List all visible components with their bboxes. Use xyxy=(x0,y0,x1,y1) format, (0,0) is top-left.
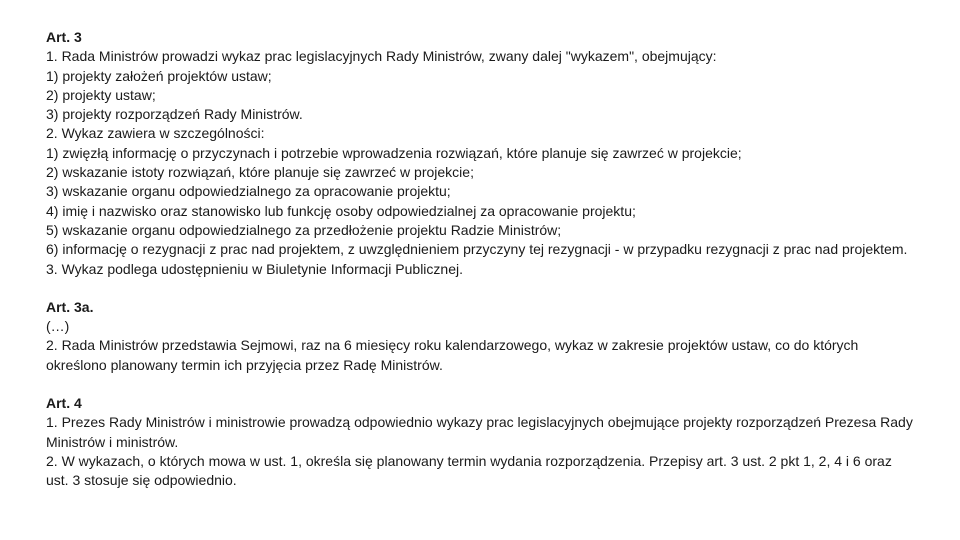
paragraph-line: 1. Rada Ministrów prowadzi wykaz prac legislacyjnych Rady Ministrów, zwany dalej "wykazem", obejmujący: xyxy=(46,48,717,65)
paragraph-line: 2. Rada Ministrów przedstawia Sejmowi, raz na 6 miesięcy roku kalendarzowego, wykaz w zakresie projektów ustaw, co do których określono planowany termin ich przyjęcia przez Radę Ministrów. xyxy=(46,337,859,373)
article-title: Art. 3 xyxy=(46,29,82,45)
paragraph-line: 2. Wykaz zawiera w szczególności: xyxy=(46,125,265,142)
paragraph-line: 2. W wykazach, o których mowa w ust. 1, określa się planowany termin wydania rozporządzenia. Przepisy art. 3 ust. 2 pkt 1, 2, 4 i 6 oraz ust. 3 stosuje się odpowiednio. xyxy=(46,452,892,489)
article-4 xyxy=(46,394,916,490)
list-item: 2) wskazanie istoty rozwiązań, które planuje się zawrzeć w projekcie; xyxy=(46,164,474,181)
list-item: 2) projekty ustaw; xyxy=(46,86,156,103)
paragraph-line: 1. Prezes Rady Ministrów i ministrowie prowadzą odpowiednio wykazy prac legislacyjnych obejmujące projekty rozporządzeń Prezesa Rady Ministrów i ministrów. xyxy=(46,414,913,450)
article-3a xyxy=(46,298,916,375)
list-item: 3) wskazanie organu odpowiedzialnego za opracowanie projektu; xyxy=(46,183,451,200)
list-item: 5) wskazanie organu odpowiedzialnego za przedłożenie projektu Radzie Ministrów; xyxy=(46,221,562,238)
article-title: Art. 3a. xyxy=(46,298,94,315)
list-item: 3) projekty rozporządzeń Rady Ministrów. xyxy=(46,106,303,123)
article-3 xyxy=(46,28,916,279)
list-item: 4) imię i nazwisko oraz stanowisko lub funkcję osoby odpowiedzialnej za opracowanie projektu; xyxy=(46,202,636,219)
article-title: Art. 4 xyxy=(46,395,82,412)
list-item: 1) projekty założeń projektów ustaw; xyxy=(46,67,272,84)
paragraph-line: 3. Wykaz podlega udostępnieniu w Biuletynie Informacji Publicznej. xyxy=(46,260,463,277)
list-item: 1) zwięzłą informację o przyczynach i potrzebie wprowadzenia rozwiązań, które planuje się zawrzeć w projekcie; xyxy=(46,144,742,161)
paragraph-line: (…) xyxy=(46,318,70,335)
document-body xyxy=(46,28,916,491)
list-item: 6) informację o rezygnacji z prac nad projektem, z uwzględnieniem przyczyny tej rezygnacji - w przypadku rezygnacji z prac nad projektem. xyxy=(46,241,908,258)
